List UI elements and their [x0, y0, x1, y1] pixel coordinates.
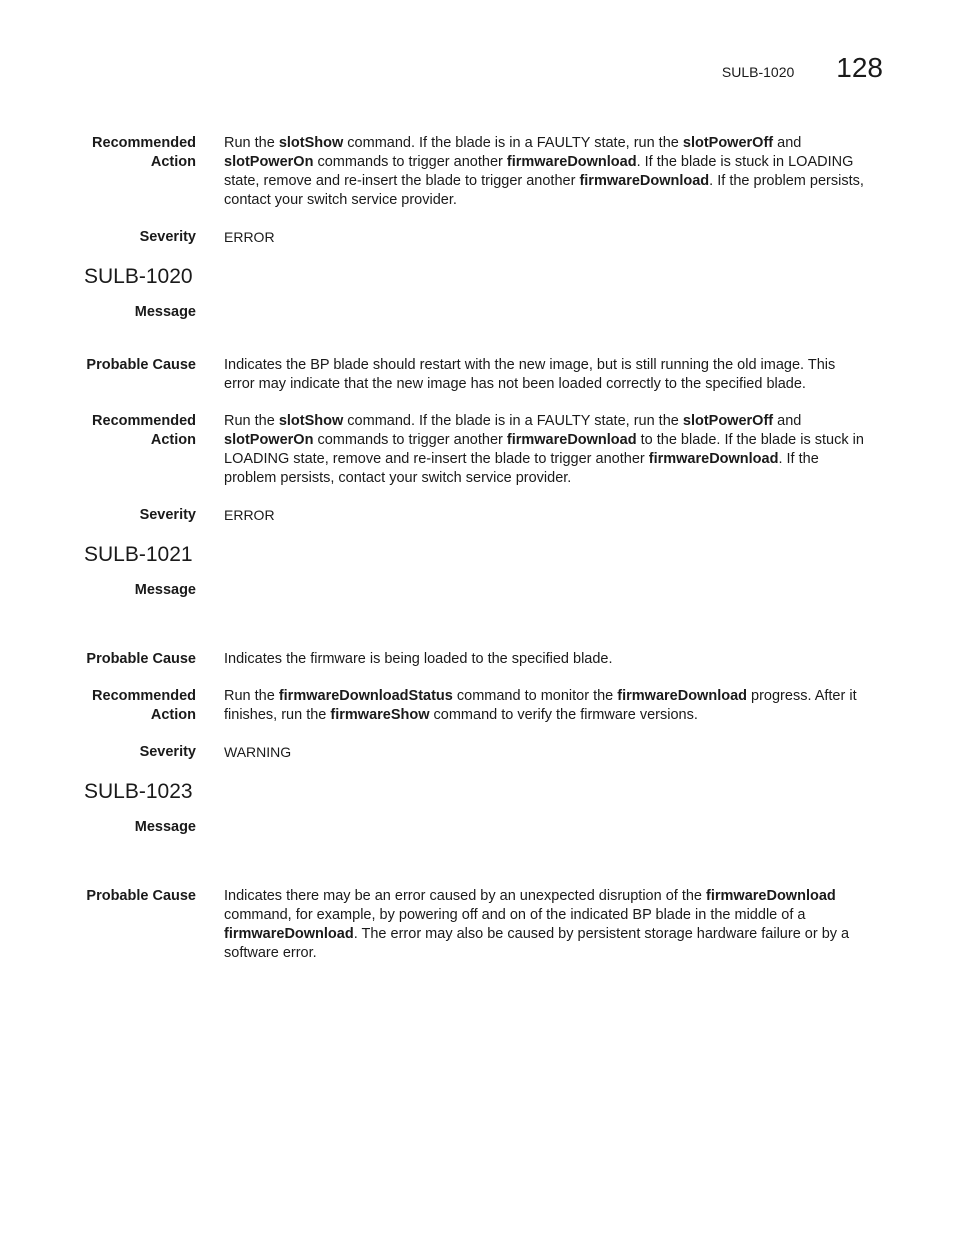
command-name: slotPowerOff [682, 135, 774, 151]
command-name: firmwareDownload [706, 888, 836, 904]
sulb-1021-severity-value: WARNING [224, 744, 292, 760]
sulb-1020-cause-text: Indicates the BP blade should restart with the new image, but is still running the old image. This error may indicate that the new image has not been loaded correctly to the specified blade. [224, 357, 836, 392]
top-recommended-text [224, 134, 869, 210]
sulb-1021-severity-row [0, 743, 954, 762]
recommended-action-label: Recommended Action [92, 688, 196, 723]
text-segment: commands to trigger another [313, 154, 507, 170]
probable-cause-label: Probable Cause [86, 651, 196, 667]
page-content [0, 134, 954, 981]
command-name: slotPowerOn [224, 154, 314, 170]
top-recommended-row [0, 134, 954, 210]
command-name: slotShow [278, 413, 344, 429]
recommended-action-label: Recommended Action [92, 135, 196, 170]
text-segment: . If the problem persists, contact your switch service provider. [224, 173, 864, 208]
text-segment: command, for example, by powering off and on of the indicated BP blade in the middle of a [224, 907, 806, 923]
chapter-number: 128 [836, 52, 883, 83]
header-section-id: SULB-1020 [721, 64, 795, 80]
text-segment: command. If the blade is in a FAULTY state, run the [343, 413, 683, 429]
text-segment: progress. After it finishes, run the [224, 688, 857, 723]
section-title-sulb-1021: SULB-1021 [84, 543, 193, 566]
sulb-1021-cause-row [0, 650, 954, 669]
command-name: firmwareDownload [648, 451, 779, 467]
text-segment: command. If the blade is in a FAULTY state, run the [343, 135, 683, 151]
text-segment: Run the [224, 688, 279, 704]
message-label: Message [134, 304, 196, 320]
text-segment: command to monitor the [452, 688, 618, 704]
sulb-1023-message-row [0, 818, 954, 837]
top-severity-value: ERROR [224, 229, 275, 245]
probable-cause-label: Probable Cause [86, 357, 196, 373]
probable-cause-label: Probable Cause [86, 888, 196, 904]
sulb-1023-cause-row [0, 887, 954, 963]
sulb-1021-cause-text: Indicates the firmware is being loaded to the specified blade. [224, 651, 613, 667]
severity-label: Severity [139, 229, 196, 245]
message-label: Message [134, 582, 196, 598]
text-segment: . The error may also be caused by persistent storage hardware failure or by a software error. [224, 926, 850, 961]
severity-label: Severity [139, 507, 196, 523]
sulb-1021-recommended-text [224, 687, 869, 725]
command-name: firmwareDownloadStatus [278, 688, 453, 704]
sulb-1023-message-value [224, 818, 869, 837]
text-segment: . If the problem persists, contact your switch service provider. [224, 451, 819, 486]
sulb-1020-recommended-row [0, 412, 954, 488]
text-segment: Run the [224, 135, 279, 151]
sulb-1020-severity-row [0, 506, 954, 525]
command-name: firmwareDownload [224, 926, 354, 942]
text-segment: command to verify the firmware versions. [429, 707, 698, 723]
command-name: slotPowerOn [224, 432, 314, 448]
text-segment: to the blade. If the blade is stuck in LOADING state, remove and re-insert the blade to trigger another [224, 432, 864, 467]
text-segment: . If the blade is stuck in LOADING state, remove and re-insert the blade to trigger another [224, 154, 854, 189]
command-name: firmwareDownload [579, 173, 710, 189]
command-name: firmwareDownload [506, 432, 637, 448]
recommended-action-label: Recommended Action [92, 413, 196, 448]
sulb-1020-cause-row [0, 356, 954, 394]
section-title-sulb-1023: SULB-1023 [84, 780, 193, 803]
sulb-1020-severity-value: ERROR [224, 507, 275, 523]
sulb-1020-recommended-text [224, 412, 869, 488]
section-title-sulb-1020: SULB-1020 [84, 265, 193, 288]
top-severity-row [0, 228, 954, 247]
sulb-1020-message-row [0, 303, 954, 322]
command-name: slotShow [278, 135, 344, 151]
command-name: slotPowerOff [682, 413, 774, 429]
message-label: Message [134, 819, 196, 835]
sulb-1020-message-value [224, 303, 869, 322]
sulb-1021-recommended-row [0, 687, 954, 725]
command-name: firmwareShow [330, 707, 430, 723]
severity-label: Severity [139, 744, 196, 760]
sulb-1021-message-row [0, 581, 954, 600]
text-segment: commands to trigger another [313, 432, 507, 448]
text-segment: and [773, 413, 802, 429]
command-name: firmwareDownload [506, 154, 637, 170]
text-segment: and [773, 135, 802, 151]
text-segment: Indicates there may be an error caused by an unexpected disruption of the [224, 888, 707, 904]
sulb-1021-message-value [224, 581, 869, 600]
sulb-1023-cause-text [224, 887, 869, 963]
page-header [722, 52, 883, 84]
text-segment: Run the [224, 413, 279, 429]
command-name: firmwareDownload [617, 688, 747, 704]
